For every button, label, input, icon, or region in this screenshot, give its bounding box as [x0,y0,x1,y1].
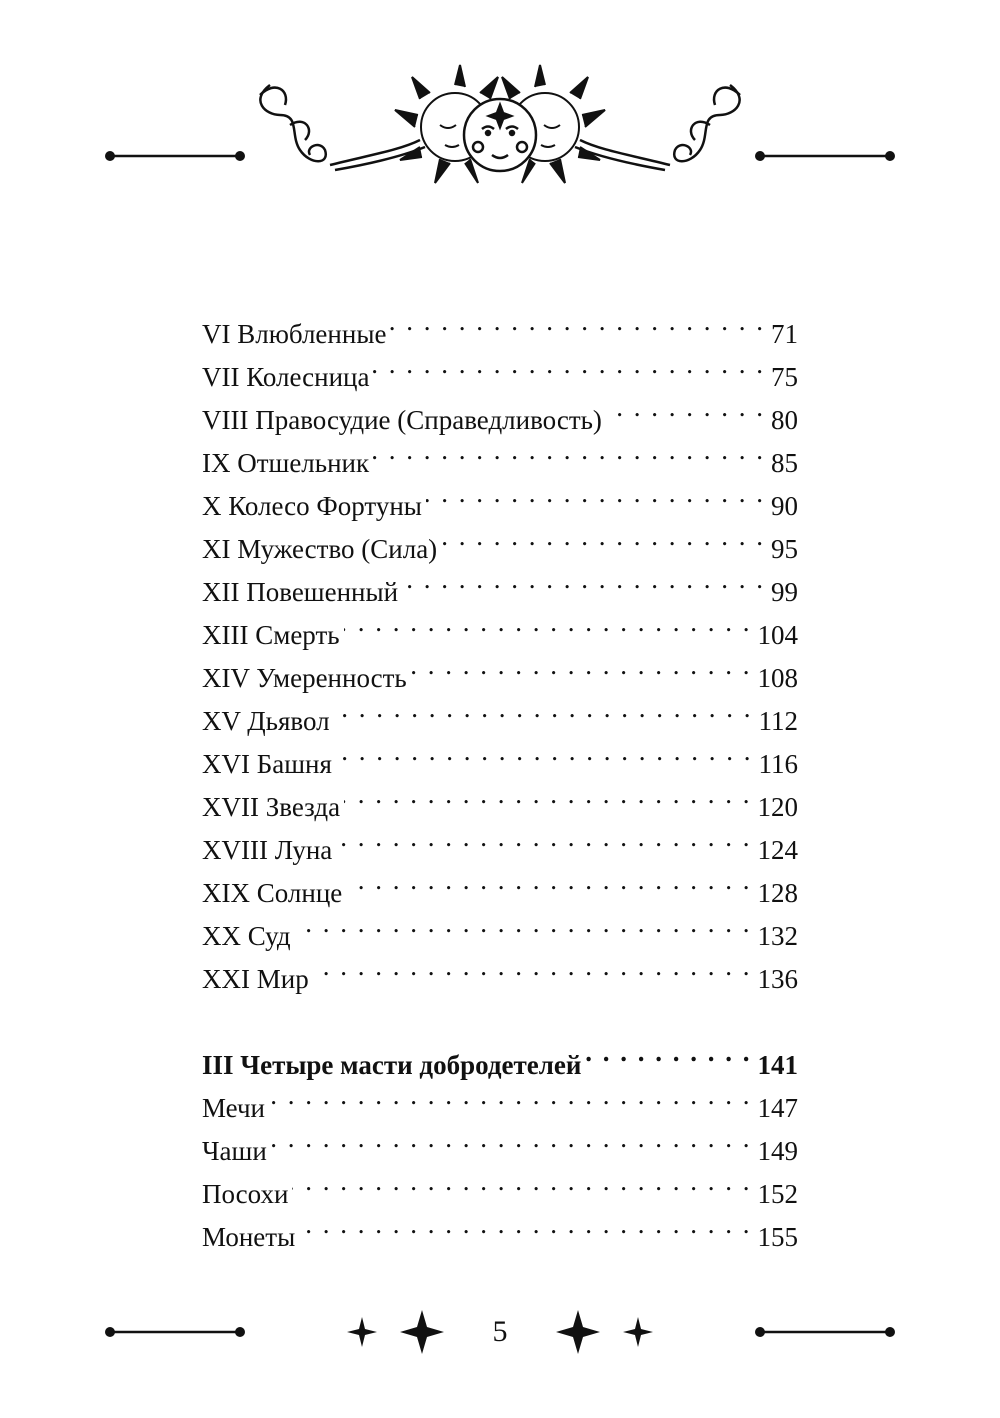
toc-entry-title: XX Суд [202,921,291,951]
dot-leader [373,343,765,386]
page-number: 5 [492,1315,508,1348]
toc-entry-page: 104 [757,620,798,650]
toc-entry-the-lovers [202,300,798,349]
toc-entry-title: XIII Смерть [202,620,340,650]
toc-entry-title: XVII Звезда [202,792,341,822]
dot-leader [271,1117,752,1160]
dot-leader [441,515,765,558]
toc-entry-page: 85 [771,448,798,478]
toc-entry-title: VII Колесница [202,362,370,392]
toc-entry-title: VIII Правосудие (Справедливость) [202,405,602,435]
toc-entry-title: Чаши [202,1136,267,1166]
dot-leader [426,472,765,515]
toc-entry-page: 112 [758,706,798,736]
toc-entry-wands [202,1160,798,1209]
toc-entry-page: 132 [757,921,798,951]
toc-entry-title: Посохи [202,1179,289,1209]
dot-leader [292,1160,751,1203]
toc-entry-title: IX Отшельник [202,448,370,478]
toc-entry-title: XII Повешенный [202,577,399,607]
toc-entry-page: 90 [771,491,798,521]
toc-entry-swords [202,1074,798,1123]
toc-entry-title: VI Влюбленные [202,319,387,349]
toc-entry-page: 75 [771,362,798,392]
toc-entry-page: 80 [771,405,798,435]
toc-entry-title: Мечи [202,1093,265,1123]
toc-entry-page: 124 [757,835,798,865]
toc-entry-title: XIX Солнце [202,878,343,908]
dot-leader [299,1203,751,1246]
toc-entry-page: 71 [771,319,798,349]
toc-entry-title: XVIII Луна [202,835,333,865]
dot-leader [313,945,752,988]
toc-entry-page: 116 [758,749,798,779]
toc-section-four-suits [202,1031,798,1080]
dot-leader [336,816,751,859]
dot-leader [346,859,751,902]
toc-entry-title: Монеты [202,1222,296,1252]
toc-entry-page: 149 [757,1136,798,1166]
toc-entry-page: 120 [757,792,798,822]
dot-leader [336,730,753,773]
dot-leader [585,1031,751,1074]
dot-leader [373,429,765,472]
toc-entry-title: XV Дьявол [202,706,330,736]
toc-entry-page: 155 [757,1222,798,1252]
dot-leader [344,773,751,816]
toc-section-title: III Четыре масти добродетелей [202,1050,582,1080]
toc-entry-title: XXI Мир [202,964,309,994]
toc-entry-page: 99 [771,577,798,607]
table-of-contents [202,300,798,1252]
toc-entry-title: XIV Умеренность [202,663,407,693]
dot-leader [295,902,752,945]
toc-entry-title: XVI Башня [202,749,332,779]
toc-entry-page: 147 [757,1093,798,1123]
dot-leader [334,687,753,730]
dot-leader [606,386,765,429]
dot-leader [269,1074,752,1117]
toc-entry-cups [202,1117,798,1166]
sun-moon-face-ornament [100,55,900,215]
toc-entry-title: X Колесо Фортуны [202,491,422,521]
dot-leader [411,644,752,687]
dot-leader [402,558,765,601]
toc-entry-page: 152 [757,1179,798,1209]
toc-entry-title: XI Мужество (Сила) [202,534,438,564]
dot-leader [344,601,752,644]
toc-entry-page: 108 [757,663,798,693]
toc-entry-page: 128 [757,878,798,908]
dot-leader [390,300,765,343]
toc-entry-the-world [202,945,798,994]
toc-entry-coins [202,1203,798,1252]
toc-entry-page: 136 [757,964,798,994]
toc-entry-page: 95 [771,534,798,564]
toc-section-page: 141 [757,1050,798,1080]
